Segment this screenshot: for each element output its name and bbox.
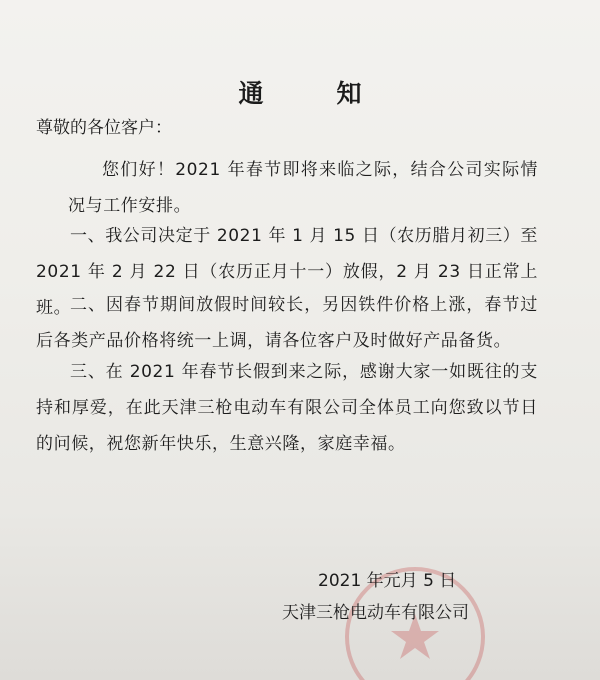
paragraph-intro (68, 152, 538, 224)
salutation: 尊敬的各位客户： (36, 118, 172, 138)
paragraph-text: 二、因春节期间放假时间较长，另因铁件价格上涨，春节过后各类产品价格将统一上调，请各位客户及时做好产品备货。 (36, 295, 538, 351)
notice-title: 通 知 (238, 79, 386, 108)
paragraph-text: 一、我公司决定于 2021 年 1 月 15 日（农历腊月初三）至 2021 年 2 月 22 日（农历正月十一）放假，2 月 23 日正常上班。 (36, 226, 538, 318)
paragraph-text: 三、在 2021 年春节长假到来之际，感谢大家一如既往的支持和厚爱，在此天津三枪电动车有限公司全体员工向您致以节日的问候，祝您新年快乐，生意兴隆，家庭幸福。 (36, 362, 538, 454)
paragraph-text: 您们好！2021 年春节即将来临之际，结合公司实际情况与工作安排。 (68, 160, 538, 216)
paragraph-greetings (36, 354, 538, 462)
notice-date: 2021 年元月 5 日 (318, 571, 457, 591)
company-signature: 天津三枪电动车有限公司 (282, 603, 469, 623)
paragraph-price-adjustment (36, 287, 538, 359)
